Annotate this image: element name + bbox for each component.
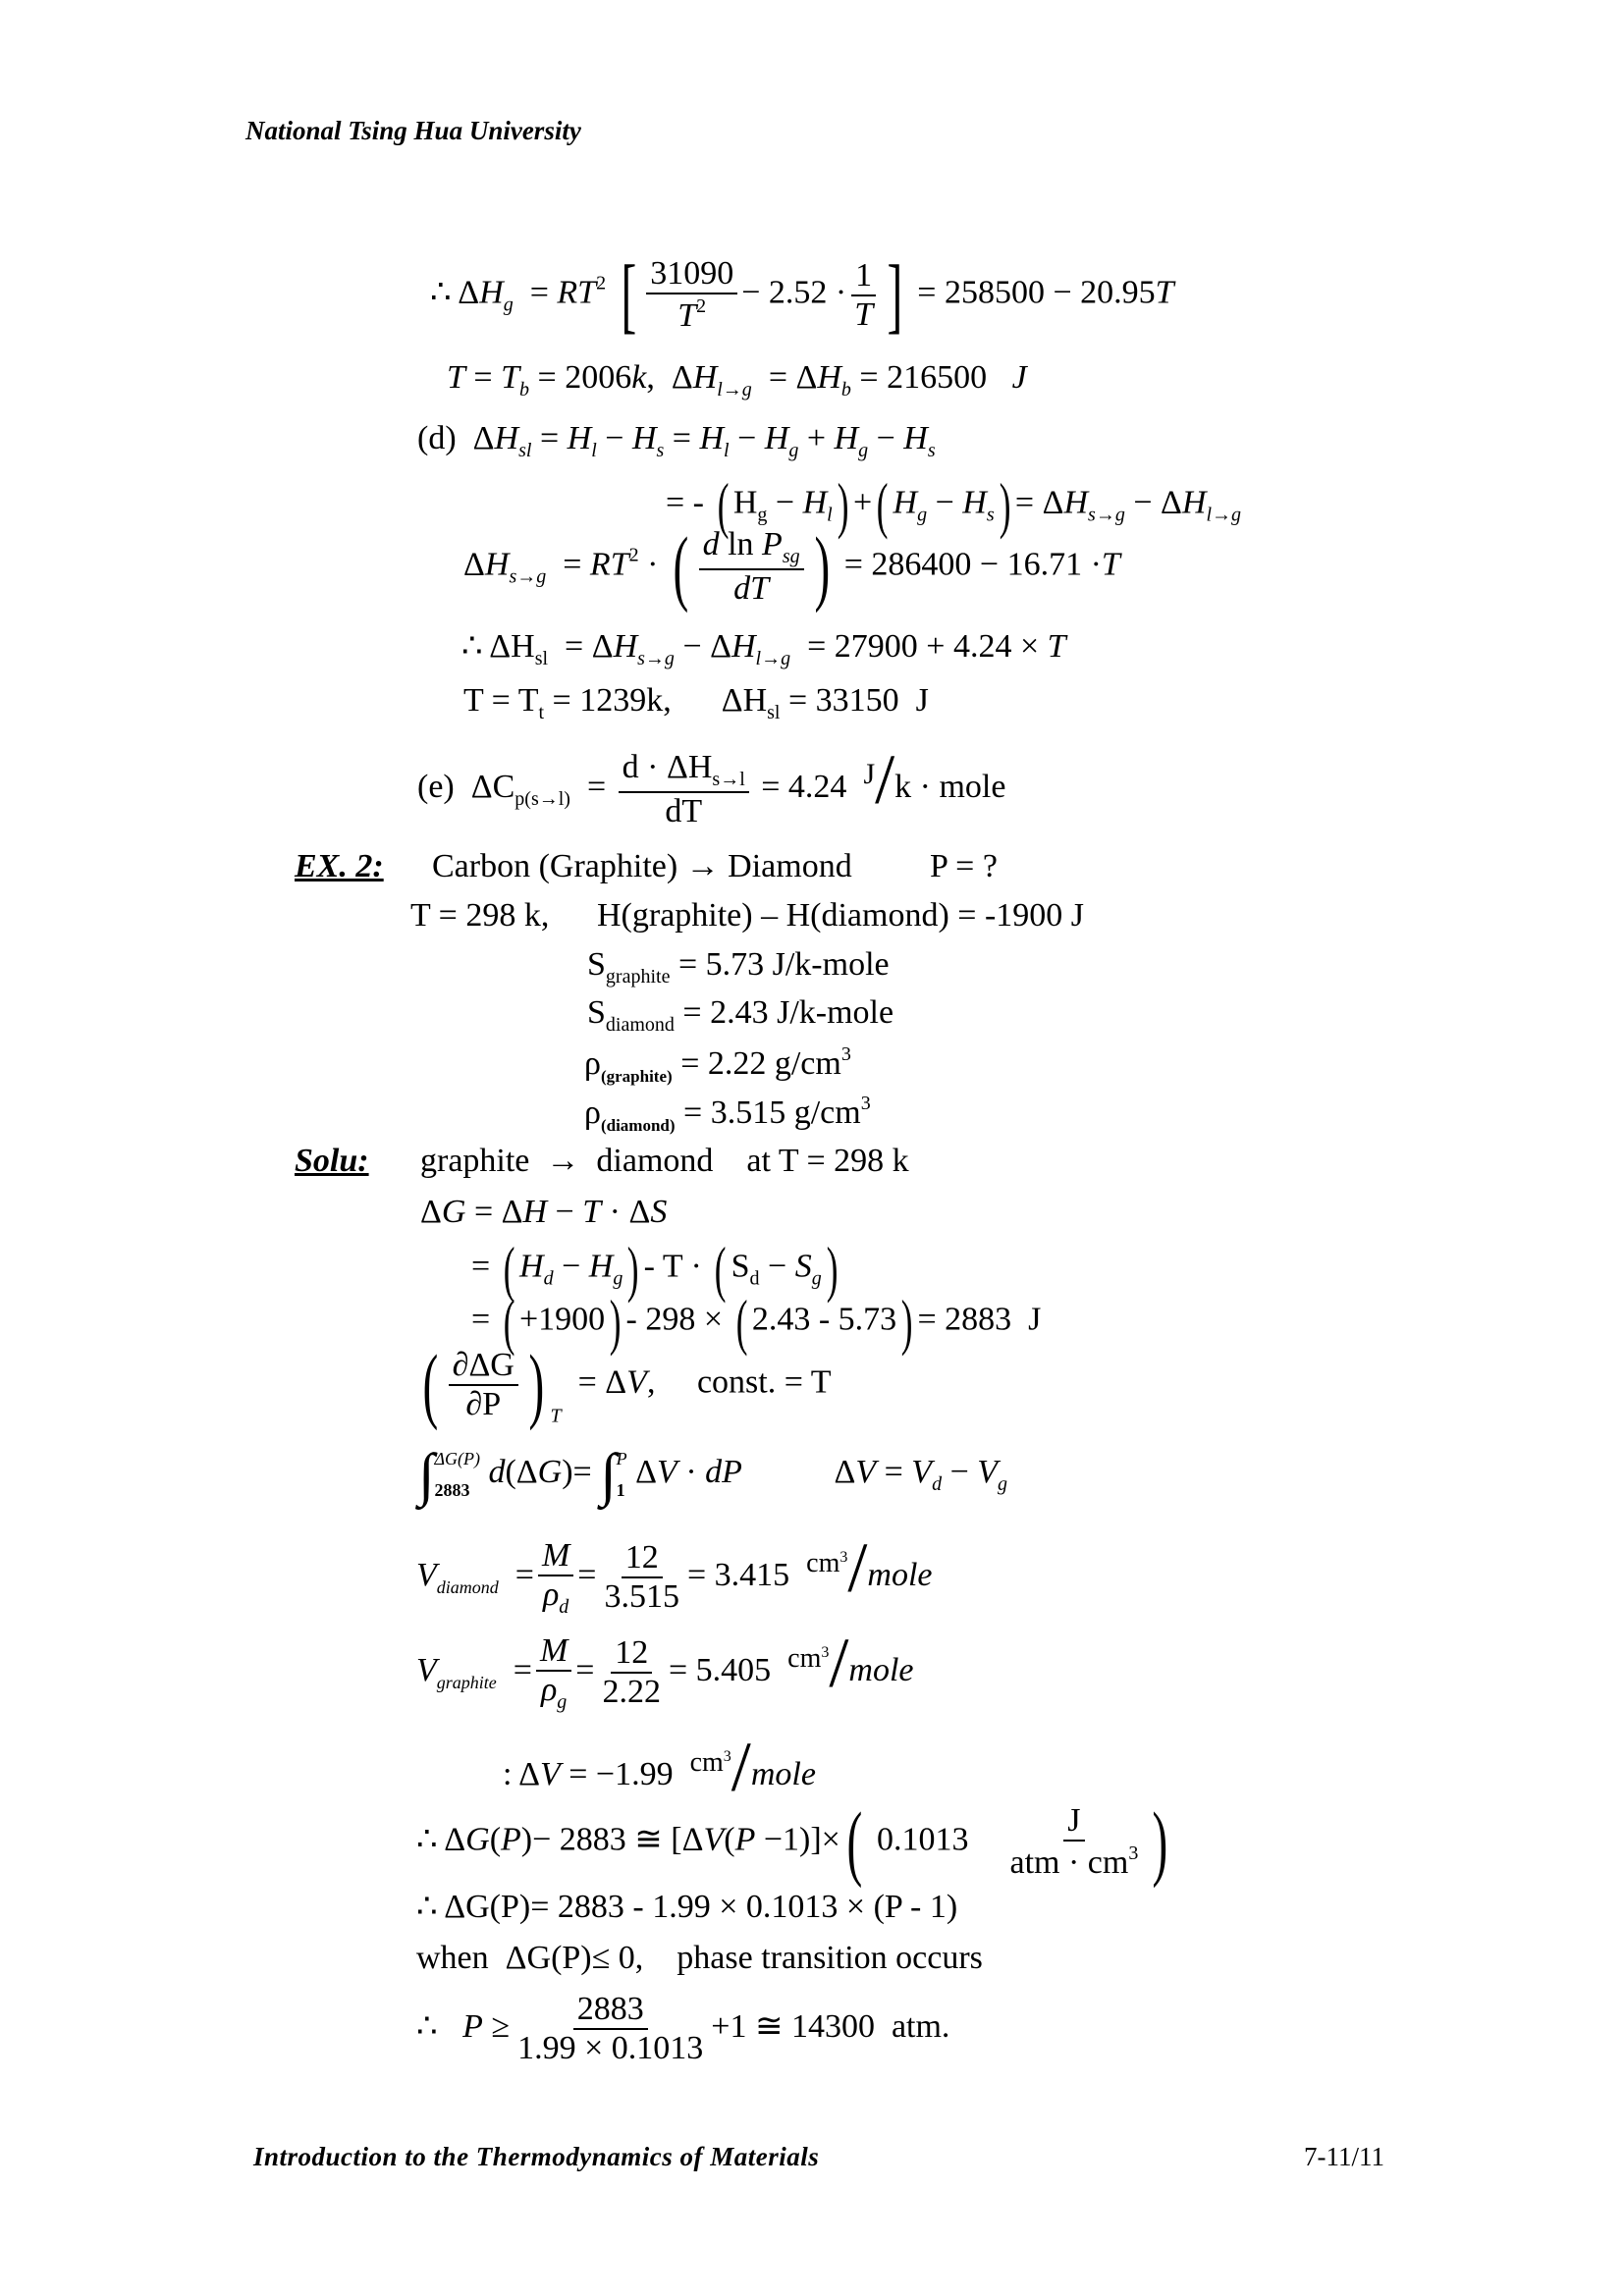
- equation-final-pressure: ∴ P ≥ $\frac{2883}{1.99 \times 0.1013}$ +1 ≅ 14300 atm.: [416, 1991, 950, 2066]
- equation-triple-point: $T = T_t = 1239k$, $\Delta H_{sl} = 33150$ J: [463, 682, 929, 723]
- equation-gibbs-value: = ( +1900) - 298 × ( 2.43 - 5.73) = 2883 J: [471, 1287, 1042, 1357]
- equation-gibbs: ΔG = ΔH − T · ΔS: [420, 1194, 668, 1230]
- equation-condition: when ΔG(P)≤ 0, phase transition occurs: [416, 1940, 983, 1976]
- ex2-entropy-diamond: $S_{diamond} = 2.43$ J/k-mole: [587, 994, 894, 1036]
- equation-v-diamond: $V_{diamond}$ = $\frac{M}{\rho_d}$ = $\frac{12}{3.515}$ = 3.415 $^{cm^3}$/mole: [416, 1528, 933, 1618]
- equation-delta-h-sl: ∴ $\Delta H_{sl} = \Delta H_{s\to g} - \Delta H_{l\to g} = 27900 + 4.24 \times T$: [461, 628, 1066, 669]
- ex2-label: EX. 2:: [295, 848, 384, 884]
- ex2-enthalpy: H(graphite) – H(diamond) = -1900 J: [597, 897, 1085, 934]
- equation-gibbs-expand: = ( $H_d - H_g) - T$ · ( $S_d - S_g$): [471, 1234, 839, 1304]
- page-header-institution: National Tsing Hua University: [245, 116, 581, 145]
- equation-integral: ∫ ΔG(P) 2883 d(ΔG)= ∫ P 1 ΔV · dP $\Delta V = V_d - V_g$: [418, 1442, 1008, 1508]
- equation-delta-g-p: ∴ ΔG(P)= 2883 - 1.99 × 0.1013 × (P - 1): [416, 1889, 958, 1925]
- ex2-density-graphite: $\rho_{(graphite)} = 2.22$ $g/cm^3$: [584, 1043, 851, 1086]
- ex2-question: P = ?: [930, 848, 998, 884]
- ex2-density-diamond: $\rho_{(diamond)} = 3.515$ $g/cm^3$: [584, 1093, 871, 1135]
- equation-part-e: (e) $\Delta C_{p(s\to l)}$ = $\frac{d \cdot \Delta H_{s\to l}}{dT}$ = 4.24 J/k · mole: [417, 740, 1006, 829]
- equation-delta-v: : ΔV = −1.99 $^{cm^3}$/mole: [503, 1728, 816, 1806]
- solu-reaction: graphite → diamond at T = 298 k: [420, 1143, 909, 1179]
- ex2-reaction: Carbon (Graphite) → Diamond: [432, 848, 852, 884]
- equation-delta-g-approx: ∴ ΔG(P)− 2883 ≅ [ΔV(P −1)]×( 0.1013 $\frac{J}{atm \cdot cm^3}$ ): [416, 1794, 1168, 1889]
- solu-label: Solu:: [295, 1143, 369, 1179]
- equation-v-graphite: $V_{graphite}$ = $\frac{M}{\rho_g}$ = $\frac{12}{2.22}$ = 5.405 $^{cm^3}$/mole: [416, 1624, 914, 1713]
- equation-partial-derivative: ( $\frac{\partial\Delta G}{\partial P}$ ) $_T$ = ΔV, const. = T: [422, 1337, 832, 1431]
- part-e-label: (e): [417, 769, 455, 805]
- equation-boiling-point: $T = T_b = 2006k$, $\Delta H_{l\to g} = \Delta H_b = 216500$ J: [447, 359, 1027, 400]
- page-footer-course: Introduction to the Thermodynamics of Materials: [253, 2142, 820, 2171]
- equation-delta-h-sublimation: $\Delta H_{s\to g} = RT^2$ · ( $\frac{d \ln P_{sg}}{dT}$ ) = 286400 − 16.71 ·T: [463, 518, 1120, 614]
- page-number: 7-11/11: [1304, 2142, 1384, 2171]
- equation-part-d-line1: (d) $\Delta H_{sl} = H_l - H_s = H_l - H_g + H_g - H_s$: [417, 420, 936, 461]
- ex2-entropy-graphite: $S_{graphite} = 5.73$ J/k-mole: [587, 946, 890, 988]
- part-d-label: (d): [417, 420, 457, 456]
- ex2-temperature: T = 298 k,: [410, 897, 550, 934]
- equation-delta-h-g: ∴ $\Delta H_g = RT^2$ [ $\frac{31090}{T^2}$ − 2.52 · $\frac{1}{T}$ ] = 258500 − 20.95T: [430, 247, 1174, 342]
- equation-part-d-line2: = - ( $H_g - H_l$) +( $H_g - H_s) = \Delta H_{s\to g} - \Delta H_{l\to g}$: [666, 470, 1241, 540]
